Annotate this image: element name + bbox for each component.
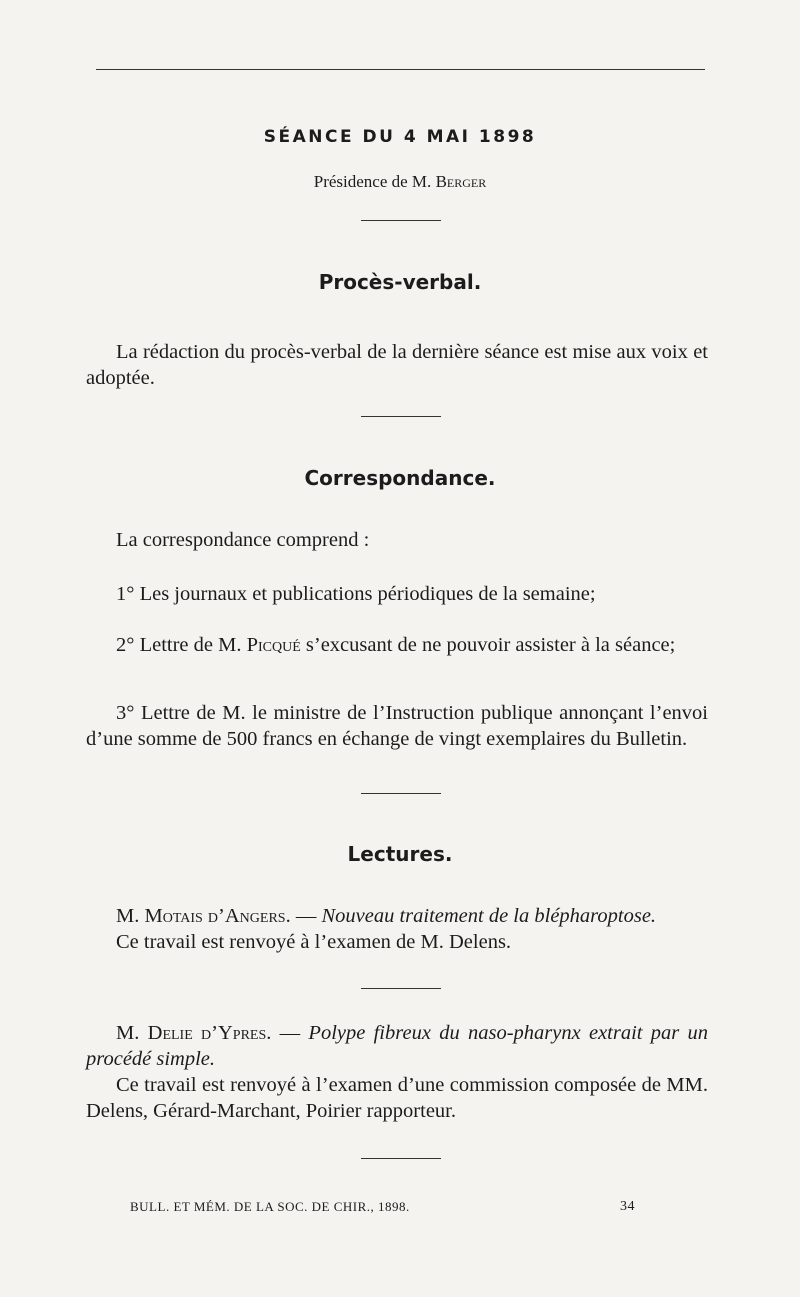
lecture-1-note: Ce travail est renvoyé à l’examen de M. Delens. — [116, 931, 512, 953]
lecture-2-title: Polype fibreux du naso-pharynx extrait par un procédé simple. — [86, 1022, 709, 1070]
heading-proces-verbal: Procès-verbal. — [318, 270, 482, 294]
lecture-2-prefix: M. — [116, 1022, 148, 1044]
lecture-2-dash: . — — [266, 1022, 309, 1044]
footer-citation: BULL. ET MÉM. DE LA SOC. DE CHIR., 1898. — [130, 1199, 410, 1214]
correspondance-item-1: 1° Les journaux et publications périodiques de la semaine; — [116, 583, 596, 605]
lecture-1 — [86, 903, 708, 929]
top-rule — [96, 69, 705, 70]
presidence-line — [0, 172, 800, 192]
item-2-name: Picqué — [246, 634, 301, 656]
section-divider — [361, 1158, 441, 1159]
section-divider — [361, 793, 441, 794]
lecture-1-title: Nouveau traitement de la blépharoptose. — [321, 905, 657, 927]
session-title: SÉANCE DU 4 MAI 1898 — [263, 127, 537, 147]
lecture-1-prefix: M. — [116, 905, 145, 927]
item-2-rest: s’excusant de ne pouvoir assister à la séance; — [300, 634, 676, 656]
correspondance-item-2 — [86, 632, 708, 658]
correspondance-item-3: 3° Lettre de M. le ministre de l’Instruction publique annonçant l’envoi d’une somme de 500 francs en échange de vingt exemplaires du Bulletin. — [86, 702, 708, 750]
item-2-prefix: 2° Lettre de M. — [116, 634, 247, 656]
page-number: 34 — [620, 1199, 635, 1214]
lecture-2 — [86, 1020, 708, 1072]
heading-correspondance: Correspondance. — [304, 466, 496, 490]
section-divider — [361, 988, 441, 989]
lecture-2-author: Delie d’Ypres — [147, 1022, 267, 1044]
section-divider — [361, 416, 441, 417]
lecture-2-note: Ce travail est renvoyé à l’examen d’une commission composée de MM. Delens, Gérard-Marchant, Poirier rapporteur. — [86, 1074, 708, 1122]
proces-verbal-text: La rédaction du procès-verbal de la dernière séance est mise aux voix et adoptée. — [86, 341, 708, 389]
section-divider — [361, 220, 441, 221]
lecture-1-author: Motais d’Angers — [144, 905, 286, 927]
correspondance-intro: La correspondance comprend : — [116, 529, 370, 551]
heading-lectures: Lectures. — [347, 842, 453, 866]
presidence-prefix: Présidence de M. — [313, 172, 436, 191]
president-name: Berger — [435, 172, 487, 191]
lecture-1-dash: . — — [285, 905, 322, 927]
